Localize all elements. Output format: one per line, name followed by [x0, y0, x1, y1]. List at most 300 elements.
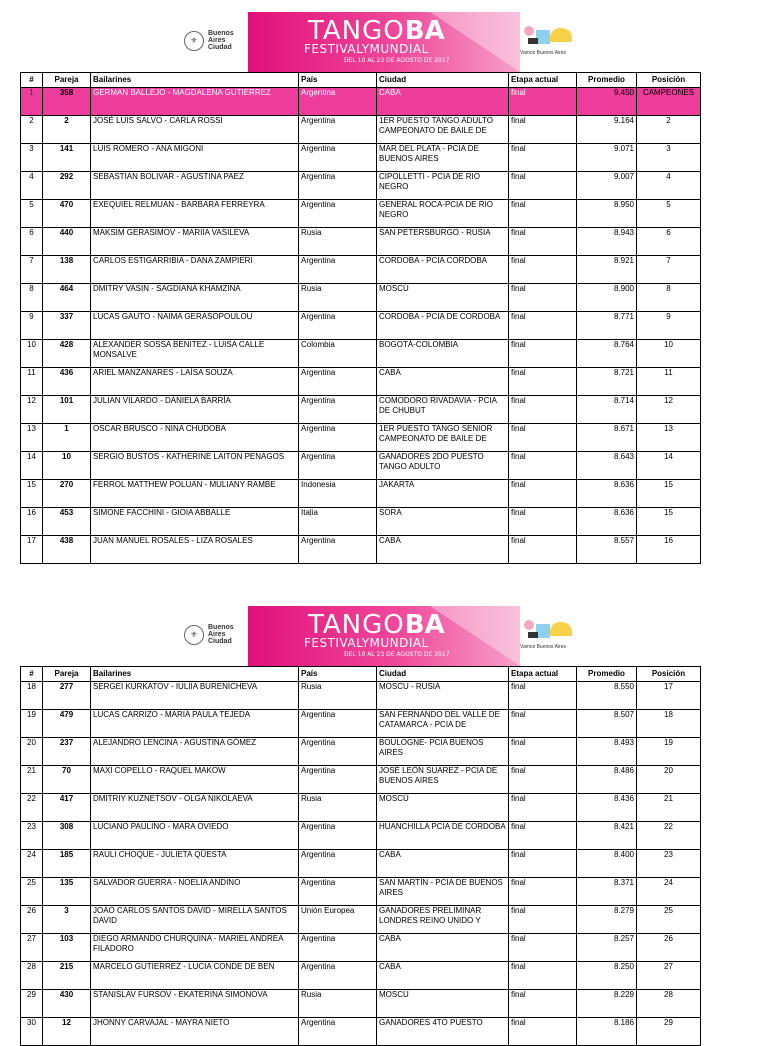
logo-line: Buenos — [208, 624, 234, 631]
promedio-cell: 8.721 — [577, 368, 637, 396]
table-header-row — [21, 73, 701, 88]
banner-dates: DEL 10 AL 23 DE AGOSTO DE 2017 — [344, 651, 450, 658]
pais-cell: Rusia — [299, 228, 377, 256]
posicion-cell: 17 — [637, 682, 701, 710]
row-number: 1 — [21, 88, 43, 116]
pais-cell: Italia — [299, 508, 377, 536]
bailarines-cell: ARIEL MANZANARES - LAÍSA SOUZA — [91, 368, 299, 396]
promedio-cell: 9.071 — [577, 144, 637, 172]
ciudad-cell: MOSCU - RUSIA — [377, 682, 509, 710]
promedio-cell: 9.007 — [577, 172, 637, 200]
table-row — [21, 340, 701, 368]
posicion-cell: 28 — [637, 990, 701, 1018]
pais-cell: Rusia — [299, 284, 377, 312]
pareja-cell: 430 — [43, 990, 91, 1018]
promedio-cell: 8.507 — [577, 710, 637, 738]
col-header-pareja: Pareja — [43, 667, 91, 682]
table-row — [21, 200, 701, 228]
table-row — [21, 906, 701, 934]
row-number: 21 — [21, 766, 43, 794]
pareja-cell: 12 — [43, 1018, 91, 1046]
etapa-cell: final — [509, 172, 577, 200]
posicion-cell: 20 — [637, 766, 701, 794]
ciudad-cell: SAN FERNANDO DEL VALLE DE CATAMARCA - PCIA DE — [377, 710, 509, 738]
row-number: 3 — [21, 144, 43, 172]
table-row — [21, 536, 701, 564]
table-row — [21, 710, 701, 738]
bailarines-cell: FERROL MATTHEW POLUAN - MULIANY RAMBE — [91, 480, 299, 508]
etapa-cell: final — [509, 878, 577, 906]
bailarines-cell: SEBASTIAN BOLIVAR - AGUSTINA PAEZ — [91, 172, 299, 200]
posicion-cell: 2 — [637, 116, 701, 144]
posicion-cell: 24 — [637, 878, 701, 906]
table-row — [21, 934, 701, 962]
promedio-cell: 8.557 — [577, 536, 637, 564]
promedio-cell: 9.164 — [577, 116, 637, 144]
posicion-cell: 22 — [637, 822, 701, 850]
promedio-cell: 8.943 — [577, 228, 637, 256]
col-header-promedio: Promedio — [577, 73, 637, 88]
etapa-cell: final — [509, 116, 577, 144]
vba-mark-icon — [520, 618, 576, 640]
pareja-cell: 215 — [43, 962, 91, 990]
pais-cell: Argentina — [299, 962, 377, 990]
promedio-cell: 8.900 — [577, 284, 637, 312]
posicion-cell: 11 — [637, 368, 701, 396]
results-body-1 — [21, 88, 701, 564]
bailarines-cell: JOSÉ LUIS SALVO - CARLA ROSSI — [91, 116, 299, 144]
ciudad-cell: BOULOGNE- PCIA BUENOS AIRES — [377, 738, 509, 766]
bailarines-cell: MARCELO GUTIERREZ - LUCIA CONDE DE BEN — [91, 962, 299, 990]
etapa-cell: final — [509, 766, 577, 794]
pais-cell: Argentina — [299, 116, 377, 144]
col-header-posicion: Posición — [637, 73, 701, 88]
vba-caption: Vamos Buenos Aires — [520, 50, 567, 56]
ciudad-cell: GENERAL ROCA-PCIA DE RIO NEGRO — [377, 200, 509, 228]
pais-cell: Argentina — [299, 710, 377, 738]
etapa-cell: final — [509, 962, 577, 990]
pais-cell: Argentina — [299, 934, 377, 962]
table-row — [21, 284, 701, 312]
promedio-cell: 8.764 — [577, 340, 637, 368]
col-header-posicion: Posición — [637, 667, 701, 682]
pais-cell: Colombia — [299, 340, 377, 368]
table-row — [21, 850, 701, 878]
bailarines-cell: JHONNY CARVAJAL - MAYRA NIETO — [91, 1018, 299, 1046]
ciudad-cell: MOSCÚ — [377, 284, 509, 312]
posicion-cell: CAMPEONES — [637, 88, 701, 116]
ciudad-cell: CABA — [377, 368, 509, 396]
col-header-pareja: Pareja — [43, 73, 91, 88]
etapa-cell: final — [509, 228, 577, 256]
table-row — [21, 452, 701, 480]
promedio-cell: 8.636 — [577, 480, 637, 508]
bailarines-cell: SERGIO BUSTOS - KATHERINE LAITON PENAGOS — [91, 452, 299, 480]
bailarines-cell: MAXI COPELLO - RAQUEL MAKOW — [91, 766, 299, 794]
table-row — [21, 962, 701, 990]
banner-dates: DEL 10 AL 23 DE AGOSTO DE 2017 — [344, 57, 450, 64]
row-number: 23 — [21, 822, 43, 850]
ciudad-cell: GANADORES 4TO PUESTO — [377, 1018, 509, 1046]
table-row — [21, 766, 701, 794]
page-section-2 — [0, 594, 768, 666]
ciudad-cell: 1ER PUESTO TANGO SENIOR CAMPEONATO DE BAILE DE — [377, 424, 509, 452]
ciudad-cell: COMODORO RIVADAVIA - PCIA DE CHUBUT — [377, 396, 509, 424]
promedio-cell: 8.643 — [577, 452, 637, 480]
ciudad-cell: SAN MARTÍN - PCIA DE BUENOS AIRES — [377, 878, 509, 906]
row-number: 18 — [21, 682, 43, 710]
pareja-cell: 440 — [43, 228, 91, 256]
pareja-cell: 1 — [43, 424, 91, 452]
posicion-cell: 23 — [637, 850, 701, 878]
table-row — [21, 312, 701, 340]
etapa-cell: final — [509, 200, 577, 228]
bailarines-cell: ALEXANDER SOSSA BENITEZ - LUISA CALLE MONSALVE — [91, 340, 299, 368]
promedio-cell: 8.400 — [577, 850, 637, 878]
banner-subtitle: FESTIVALYMUNDIAL — [304, 42, 429, 56]
table-row — [21, 424, 701, 452]
bailarines-cell: STANISLAV FURSOV - EKATERINA SIMONOVA — [91, 990, 299, 1018]
pareja-cell: 308 — [43, 822, 91, 850]
pareja-cell: 101 — [43, 396, 91, 424]
table-row — [21, 256, 701, 284]
promedio-cell: 8.771 — [577, 312, 637, 340]
bailarines-cell: ALEJANDRO LENCINA - AGUSTINA GÓMEZ — [91, 738, 299, 766]
posicion-cell: 27 — [637, 962, 701, 990]
bailarines-cell: GERMAN BALLEJO - MAGDALENA GUTIERREZ — [91, 88, 299, 116]
bailarines-cell: MAKSIM GERASIMOV - MARIIA VASILEVA — [91, 228, 299, 256]
pais-cell: Unión Europea — [299, 906, 377, 934]
table-row — [21, 144, 701, 172]
promedio-cell: 8.229 — [577, 990, 637, 1018]
promedio-cell: 8.550 — [577, 682, 637, 710]
col-header-promedio: Promedio — [577, 667, 637, 682]
row-number: 30 — [21, 1018, 43, 1046]
pais-cell: Argentina — [299, 88, 377, 116]
row-number: 7 — [21, 256, 43, 284]
table-row — [21, 794, 701, 822]
ciudad-cell: CABA — [377, 934, 509, 962]
pais-cell: Indonesia — [299, 480, 377, 508]
posicion-cell: 26 — [637, 934, 701, 962]
col-header-bailarines: Bailarines — [91, 667, 299, 682]
banner-title: TANGOBA — [308, 610, 445, 640]
promedio-cell: 8.493 — [577, 738, 637, 766]
row-number: 8 — [21, 284, 43, 312]
etapa-cell: final — [509, 508, 577, 536]
ciudad-cell: MAR DEL PLATA - PCIA DE BUENOS AIRES — [377, 144, 509, 172]
bailarines-cell: DMITRY VASIN - SAGDIANA KHAMZINA — [91, 284, 299, 312]
pais-cell: Argentina — [299, 738, 377, 766]
posicion-cell: 7 — [637, 256, 701, 284]
bailarines-cell: RAULI CHOQUE - JULIETA QÜESTA — [91, 850, 299, 878]
ciudad-cell: CABA — [377, 962, 509, 990]
ciudad-cell: HUANCHILLA PCIA DE CORDOBA — [377, 822, 509, 850]
etapa-cell: final — [509, 536, 577, 564]
pais-cell: Argentina — [299, 144, 377, 172]
pareja-cell: 464 — [43, 284, 91, 312]
pareja-cell: 358 — [43, 88, 91, 116]
promedio-cell: 8.671 — [577, 424, 637, 452]
bailarines-cell: LUCIANO PAULINO - MARA OVIEDO — [91, 822, 299, 850]
posicion-cell: 10 — [637, 340, 701, 368]
pais-cell: Argentina — [299, 878, 377, 906]
etapa-cell: final — [509, 710, 577, 738]
bailarines-cell: LUIS ROMERO - ANA MIGONI — [91, 144, 299, 172]
logo-line: Buenos — [208, 30, 234, 37]
table-row — [21, 228, 701, 256]
logo-line: Aires — [208, 631, 226, 638]
ciudad-cell: CORDOBA - PCIA CORDOBA — [377, 256, 509, 284]
row-number: 17 — [21, 536, 43, 564]
posicion-cell: 18 — [637, 710, 701, 738]
results-table-1 — [20, 72, 701, 564]
etapa-cell: final — [509, 990, 577, 1018]
ciudad-cell: SAN PETERSBURGO - RUSIA — [377, 228, 509, 256]
promedio-cell: 8.250 — [577, 962, 637, 990]
etapa-cell: final — [509, 850, 577, 878]
ciudad-cell: MOSCÚ — [377, 794, 509, 822]
etapa-cell: final — [509, 934, 577, 962]
pareja-cell: 337 — [43, 312, 91, 340]
etapa-cell: final — [509, 284, 577, 312]
etapa-cell: final — [509, 682, 577, 710]
pareja-cell: 436 — [43, 368, 91, 396]
pareja-cell: 185 — [43, 850, 91, 878]
vamos-buenos-aires-logo — [520, 618, 580, 654]
posicion-cell: 12 — [637, 396, 701, 424]
posicion-cell: 6 — [637, 228, 701, 256]
posicion-cell: 15 — [637, 508, 701, 536]
bailarines-cell: SERGEI KURKATOV - IULIIA BURENICHEVA — [91, 682, 299, 710]
posicion-cell: 13 — [637, 424, 701, 452]
row-number: 25 — [21, 878, 43, 906]
ciudad-cell: CABA — [377, 88, 509, 116]
pais-cell: Rusia — [299, 990, 377, 1018]
pais-cell: Argentina — [299, 822, 377, 850]
pareja-cell: 417 — [43, 794, 91, 822]
pareja-cell: 135 — [43, 878, 91, 906]
ciudad-cell: BOGOTÁ-COLOMBIA — [377, 340, 509, 368]
ciudad-cell: GANADORES PRELIMINAR LONDRES REINO UNIDO Y — [377, 906, 509, 934]
pareja-cell: 10 — [43, 452, 91, 480]
promedio-cell: 8.421 — [577, 822, 637, 850]
city-seal-icon: ⚜ — [184, 31, 204, 51]
bailarines-cell: DMITRIY KUZNETSOV - OLGA NIKOLAEVA — [91, 794, 299, 822]
etapa-cell: final — [509, 368, 577, 396]
row-number: 9 — [21, 312, 43, 340]
pareja-cell: 103 — [43, 934, 91, 962]
col-header-ciudad: Ciudad — [377, 73, 509, 88]
logo-line: Aires — [208, 37, 226, 44]
pareja-cell: 3 — [43, 906, 91, 934]
posicion-cell: 21 — [637, 794, 701, 822]
etapa-cell: final — [509, 738, 577, 766]
row-number: 15 — [21, 480, 43, 508]
ciudad-cell: GANADORES 2DO PUESTO TANGO ADULTO — [377, 452, 509, 480]
table-row — [21, 396, 701, 424]
results-table-2 — [20, 666, 701, 1046]
table-row — [21, 822, 701, 850]
etapa-cell: final — [509, 906, 577, 934]
col-header-number: # — [21, 73, 43, 88]
ciudad-cell: CABA — [377, 536, 509, 564]
pais-cell: Argentina — [299, 1018, 377, 1046]
col-header-number: # — [21, 667, 43, 682]
header-2 — [0, 594, 768, 666]
row-number: 10 — [21, 340, 43, 368]
posicion-cell: 3 — [637, 144, 701, 172]
posicion-cell: 25 — [637, 906, 701, 934]
posicion-cell: 5 — [637, 200, 701, 228]
table-row — [21, 116, 701, 144]
table-row — [21, 172, 701, 200]
row-number: 12 — [21, 396, 43, 424]
etapa-cell: final — [509, 88, 577, 116]
col-header-etapa: Etapa actual — [509, 667, 577, 682]
banner-subtitle: FESTIVALYMUNDIAL — [304, 636, 429, 650]
table-row — [21, 508, 701, 536]
pais-cell: Argentina — [299, 536, 377, 564]
row-number: 26 — [21, 906, 43, 934]
pareja-cell: 438 — [43, 536, 91, 564]
promedio-cell: 8.279 — [577, 906, 637, 934]
col-header-etapa: Etapa actual — [509, 73, 577, 88]
posicion-cell: 9 — [637, 312, 701, 340]
tango-banner — [248, 12, 520, 72]
pais-cell: Argentina — [299, 256, 377, 284]
col-header-pais: País — [299, 667, 377, 682]
bailarines-cell: JOAO CARLOS SANTOS DAVID - MIRELLA SANTOS DAVID — [91, 906, 299, 934]
city-seal-icon: ⚜ — [184, 625, 204, 645]
pareja-cell: 479 — [43, 710, 91, 738]
promedio-cell: 8.950 — [577, 200, 637, 228]
bailarines-cell: DIEGO ARMANDO CHURQUINA - MARIEL ANDREA FILADORO — [91, 934, 299, 962]
pareja-cell: 453 — [43, 508, 91, 536]
pareja-cell: 237 — [43, 738, 91, 766]
promedio-cell: 8.636 — [577, 508, 637, 536]
etapa-cell: final — [509, 312, 577, 340]
promedio-cell: 9.450 — [577, 88, 637, 116]
pais-cell: Rusia — [299, 794, 377, 822]
pareja-cell: 428 — [43, 340, 91, 368]
bailarines-cell: JULIAN VILARDO - DANIELA BARRÍA — [91, 396, 299, 424]
etapa-cell: final — [509, 256, 577, 284]
row-number: 22 — [21, 794, 43, 822]
pareja-cell: 70 — [43, 766, 91, 794]
buenos-aires-logo — [184, 30, 234, 51]
bailarines-cell: LUCAS CARRIZO - MARIA PAULA TEJEDA — [91, 710, 299, 738]
pareja-cell: 470 — [43, 200, 91, 228]
etapa-cell: final — [509, 144, 577, 172]
ciudad-cell: JOSÉ LEÓN SUAREZ - PCIA DE BUENOS AIRES — [377, 766, 509, 794]
promedio-cell: 8.257 — [577, 934, 637, 962]
row-number: 24 — [21, 850, 43, 878]
row-number: 14 — [21, 452, 43, 480]
pais-cell: Argentina — [299, 424, 377, 452]
header-1 — [0, 0, 768, 72]
promedio-cell: 8.921 — [577, 256, 637, 284]
table-row — [21, 990, 701, 1018]
row-number: 5 — [21, 200, 43, 228]
banner-title: TANGOBA — [308, 16, 445, 46]
ciudad-cell: JAKARTA — [377, 480, 509, 508]
row-number: 6 — [21, 228, 43, 256]
ciudad-cell: CABA — [377, 850, 509, 878]
posicion-cell: 4 — [637, 172, 701, 200]
table-row — [21, 368, 701, 396]
vamos-buenos-aires-logo — [520, 24, 580, 60]
tango-banner — [248, 606, 520, 666]
row-number: 27 — [21, 934, 43, 962]
pareja-cell: 2 — [43, 116, 91, 144]
promedio-cell: 8.714 — [577, 396, 637, 424]
ciudad-cell: CIPOLLETTI - PCIA DE RIO NEGRO — [377, 172, 509, 200]
pareja-cell: 277 — [43, 682, 91, 710]
row-number: 29 — [21, 990, 43, 1018]
pais-cell: Argentina — [299, 200, 377, 228]
ciudad-cell: 1ER PUESTO TANGO ADULTO CAMPEONATO DE BAILE DE — [377, 116, 509, 144]
row-number: 4 — [21, 172, 43, 200]
pais-cell: Argentina — [299, 452, 377, 480]
etapa-cell: final — [509, 396, 577, 424]
results-body-2 — [21, 682, 701, 1046]
pais-cell: Argentina — [299, 172, 377, 200]
posicion-cell: 19 — [637, 738, 701, 766]
vba-mark-icon — [520, 24, 576, 46]
row-number: 19 — [21, 710, 43, 738]
ciudad-cell: CORDOBA - PCIA DE CORDOBA — [377, 312, 509, 340]
ciudad-cell: SORA — [377, 508, 509, 536]
col-header-pais: País — [299, 73, 377, 88]
pais-cell: Argentina — [299, 850, 377, 878]
etapa-cell: final — [509, 480, 577, 508]
pais-cell: Argentina — [299, 312, 377, 340]
vba-caption: Vamos Buenos Aires — [520, 644, 567, 650]
posicion-cell: 14 — [637, 452, 701, 480]
bailarines-cell: LUCAS GAUTO - NAIMA GERASOPOULOU — [91, 312, 299, 340]
etapa-cell: final — [509, 794, 577, 822]
table-row — [21, 738, 701, 766]
col-header-bailarines: Bailarines — [91, 73, 299, 88]
bailarines-cell: SALVADOR GUERRA - NOELIA ANDINO — [91, 878, 299, 906]
pais-cell: Argentina — [299, 766, 377, 794]
table-row — [21, 682, 701, 710]
col-header-ciudad: Ciudad — [377, 667, 509, 682]
promedio-cell: 8.486 — [577, 766, 637, 794]
row-number: 28 — [21, 962, 43, 990]
buenos-aires-logo — [184, 624, 234, 645]
row-number: 13 — [21, 424, 43, 452]
etapa-cell: final — [509, 822, 577, 850]
etapa-cell: final — [509, 340, 577, 368]
pareja-cell: 292 — [43, 172, 91, 200]
row-number: 16 — [21, 508, 43, 536]
table-row — [21, 88, 701, 116]
pais-cell: Rusia — [299, 682, 377, 710]
pais-cell: Argentina — [299, 368, 377, 396]
row-number: 2 — [21, 116, 43, 144]
ciudad-cell: MOSCÚ — [377, 990, 509, 1018]
row-number: 20 — [21, 738, 43, 766]
row-number: 11 — [21, 368, 43, 396]
posicion-cell: 16 — [637, 536, 701, 564]
table-row — [21, 480, 701, 508]
logo-line: Ciudad — [208, 44, 232, 51]
pareja-cell: 141 — [43, 144, 91, 172]
promedio-cell: 8.186 — [577, 1018, 637, 1046]
bailarines-cell: JUAN MANUEL ROSALES - LIZA ROSALES — [91, 536, 299, 564]
